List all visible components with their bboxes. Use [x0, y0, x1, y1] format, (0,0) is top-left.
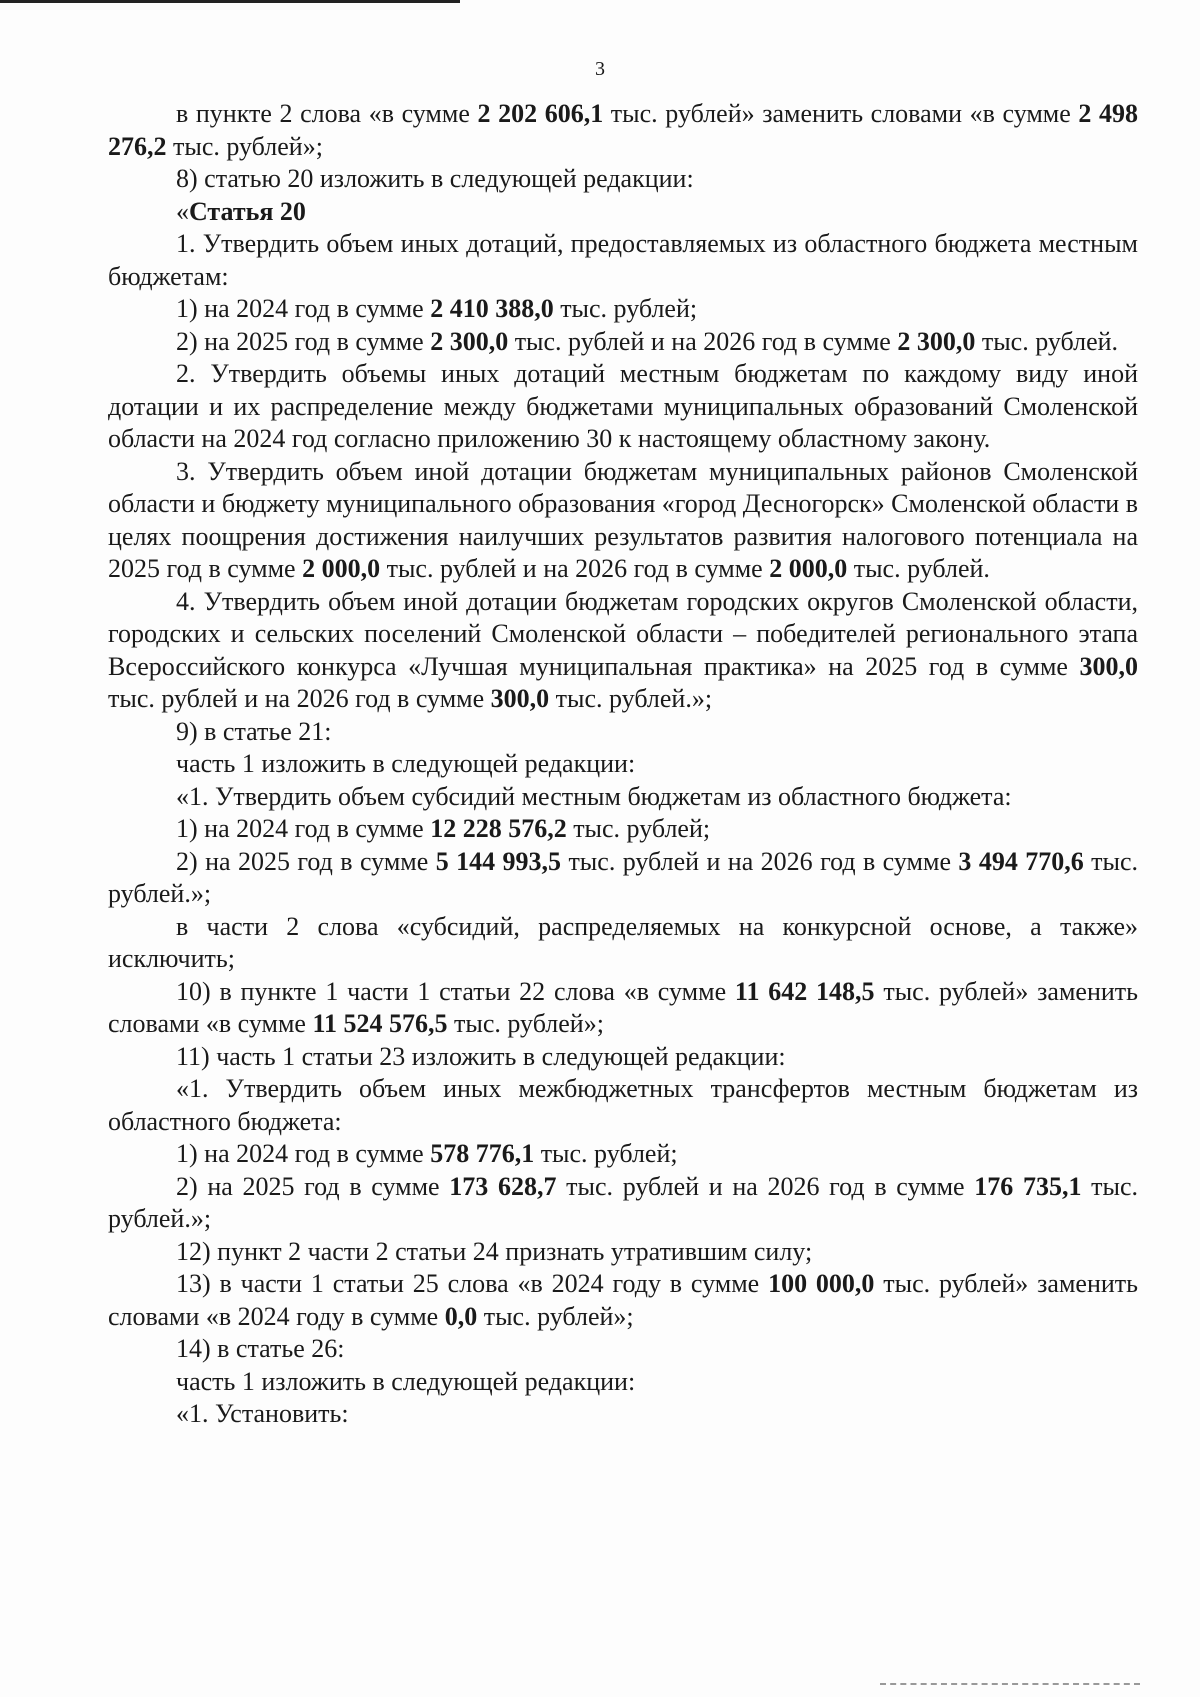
bold-amount: 100 000,0	[768, 1269, 875, 1298]
text-run: 9) в статье 21:	[176, 716, 332, 746]
text-run: тыс. рублей»;	[447, 1009, 604, 1038]
paragraph	[108, 846, 1138, 911]
bold-amount: 578 776,1	[430, 1139, 535, 1168]
text-run: 4. Утвердить объем иной дотации бюджетам городских округов Смоленской области, городских и сельских поселений Смоленской области – победителей регионального этапа Всероссийского конкурса «Лучшая муниципальная практика» на 2025 год в сумме	[108, 586, 1138, 681]
paragraph	[108, 586, 1138, 716]
paragraph	[108, 163, 1138, 196]
bold-amount: 2 202 606,1	[477, 99, 604, 128]
paragraph	[108, 358, 1138, 456]
bold-amount: 300,0	[1079, 651, 1138, 681]
text-run: тыс. рублей.»;	[549, 684, 713, 713]
paragraph	[108, 1171, 1138, 1236]
paragraph	[108, 781, 1138, 814]
paragraph	[108, 293, 1138, 326]
bold-amount: 300,0	[490, 684, 550, 713]
bold-amount: 2 300,0	[430, 326, 509, 356]
text-run: тыс. рублей и на 2026 год в сумме	[561, 846, 959, 876]
paragraph	[108, 748, 1138, 781]
page-number: 3	[595, 58, 605, 80]
text-run: часть 1 изложить в следующей редакции:	[176, 749, 636, 778]
text-run: тыс. рублей»;	[477, 1301, 634, 1331]
text-run: «1. Установить:	[176, 1399, 349, 1428]
paragraph	[108, 196, 1138, 229]
text-run: тыс. рублей.»;	[108, 1171, 1139, 1233]
paragraph	[108, 813, 1138, 846]
paragraph	[108, 326, 1138, 359]
bold-amount: 2 000,0	[769, 554, 848, 583]
text-run: тыс. рублей»;	[166, 131, 323, 161]
paragraph	[108, 716, 1138, 749]
text-run: «1. Утвердить объем субсидий местным бюджетам из областного бюджета:	[176, 781, 1012, 811]
text-run: 11) часть 1 статьи 23 изложить в следующей редакции:	[176, 1041, 786, 1071]
text-run: 2) на 2025 год в сумме	[176, 846, 436, 876]
document-body	[108, 98, 1138, 1431]
text-run: 2) на 2025 год в сумме	[176, 1171, 450, 1201]
text-run: «1. Утвердить объем иных межбюджетных трансфертов местным бюджетам из областного бюджета:	[108, 1074, 1138, 1136]
text-run: 14) в статье 26:	[176, 1334, 345, 1363]
text-run: тыс. рублей и на 2026 год в сумме	[508, 326, 898, 356]
scan-edge-top	[0, 0, 460, 3]
bold-amount: 2 498 276,2	[108, 99, 1139, 161]
bold-amount: 2 410 388,0	[430, 294, 554, 323]
paragraph	[108, 228, 1138, 293]
text-run: тыс. рублей» заменить словами «в сумме	[603, 99, 1079, 128]
text-run: 13) в части 1 статьи 25 слова «в 2024 году в сумме	[176, 1269, 769, 1298]
bold-amount: 12 228 576,2	[430, 814, 567, 843]
text-run: тыс. рублей;	[553, 294, 698, 323]
bold-amount: 0,0	[444, 1301, 478, 1331]
paragraph	[108, 1138, 1138, 1171]
paragraph	[108, 1366, 1138, 1399]
text-run: часть 1 изложить в следующей редакции:	[176, 1366, 636, 1396]
text-run: 1. Утвердить объем иных дотаций, предоставляемых из областного бюджета местным бюджетам:	[108, 229, 1138, 291]
paragraph	[108, 456, 1138, 586]
text-run: 2. Утвердить объемы иных дотаций местным бюджетам по каждому виду иной дотации и их распределение между бюджетами муниципальных образований Смоленской области на 2024 год согласно приложению 30 к настоящему областному закону.	[108, 359, 1138, 453]
bold-amount: 11 524 576,5	[312, 1009, 448, 1038]
text-run: 1) на 2024 год в сумме	[176, 1139, 431, 1168]
bold-amount: 176 735,1	[974, 1171, 1082, 1201]
text-run: «	[176, 196, 189, 226]
bold-amount: 11 642 148,5	[734, 976, 875, 1006]
bold-amount: Статья 20	[189, 196, 306, 226]
text-run: тыс. рублей и на 2026 год в сумме	[380, 554, 770, 583]
text-run: тыс. рублей» заменить словами «в 2024 году в сумме	[108, 1269, 1139, 1331]
bold-amount: 2 000,0	[302, 554, 381, 583]
text-run: 2) на 2025 год в сумме	[176, 326, 431, 356]
text-run: тыс. рублей.	[847, 554, 990, 583]
text-run: тыс. рублей и на 2026 год в сумме	[108, 684, 491, 713]
text-run: тыс. рублей.»;	[108, 846, 1139, 908]
paragraph	[108, 1268, 1138, 1333]
text-run: тыс. рублей;	[534, 1139, 678, 1168]
text-run: тыс. рублей и на 2026 год в сумме	[556, 1171, 975, 1201]
paragraph	[108, 1073, 1138, 1138]
text-run: 12) пункт 2 части 2 статьи 24 признать утратившим силу;	[176, 1236, 813, 1266]
paragraph	[108, 98, 1138, 163]
paragraph	[108, 911, 1138, 976]
text-run: 1) на 2024 год в сумме	[176, 814, 431, 843]
text-run: 10) в пункте 1 части 1 статьи 22 слова «в сумме	[176, 976, 735, 1006]
bold-amount: 3 494 770,6	[958, 846, 1084, 876]
text-run: тыс. рублей;	[566, 814, 711, 843]
text-run: тыс. рублей.	[975, 326, 1119, 356]
bold-amount: 173 628,7	[449, 1171, 557, 1201]
text-run: в части 2 слова «субсидий, распределяемых на конкурсной основе, а также» исключить;	[108, 911, 1138, 973]
text-run: в пункте 2 слова «в сумме	[176, 99, 478, 128]
paragraph	[108, 1236, 1138, 1269]
bold-amount: 5 144 993,5	[435, 846, 562, 876]
text-run: 8) статью 20 изложить в следующей редакции:	[176, 164, 694, 193]
paragraph	[108, 1041, 1138, 1074]
paragraph	[108, 1398, 1138, 1431]
text-run: 3. Утвердить объем иной дотации бюджетам муниципальных районов Смоленской области и бюджету муниципального образования «город Десногорск» Смоленской области в целях поощрения достижения наилучших результатов развития налогового потенциала на 2025 год в сумме	[108, 456, 1138, 583]
text-run: тыс. рублей» заменить словами «в сумме	[108, 976, 1138, 1038]
paragraph	[108, 1333, 1138, 1366]
text-run: 1) на 2024 год в сумме	[176, 294, 431, 323]
paragraph	[108, 976, 1138, 1041]
scan-edge-bottom	[880, 1683, 1140, 1685]
bold-amount: 2 300,0	[897, 326, 976, 356]
